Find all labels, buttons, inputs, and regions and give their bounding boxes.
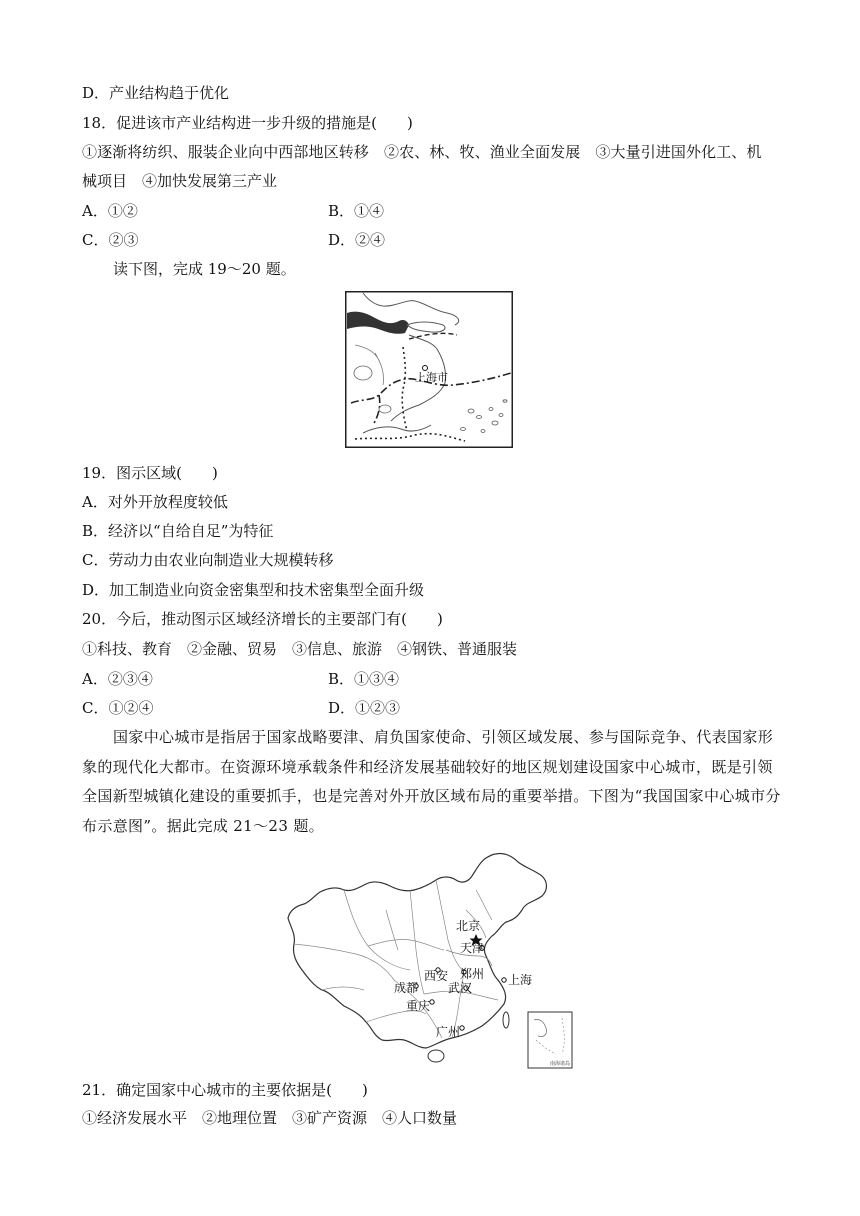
city-label-xian: 西安 <box>424 969 449 983</box>
city-label-guangzhou: 广州 <box>436 1025 461 1039</box>
city-label-beijing: 北京 <box>456 919 481 933</box>
question-21-items: ①经济发展水平 ②地理位置 ③矿产资源 ④人口数量 <box>82 1109 458 1127</box>
question-20-items: ①科技、教育 ②金融、贸易 ③信息、旅游 ④钢铁、普通服装 <box>82 640 518 658</box>
question-20-option-d: D．①②③ <box>328 699 401 717</box>
question-18-items-line1: ①逐渐将纺织、服装企业向中西部地区转移 ②农、林、牧、渔业全面发展 ③大量引进国外化工、机 <box>82 143 762 161</box>
intro-19-20: 读下图，完成 19～20 题。 <box>113 260 296 278</box>
question-20-option-b: B．①③④ <box>328 670 400 688</box>
question-18-option-c: C．②③ <box>82 231 139 249</box>
question-20-option-c: C．①②④ <box>82 699 154 717</box>
question-19-option-b: B．经济以“自给自足”为特征 <box>82 522 274 540</box>
question-19-stem: 19．图示区域( ) <box>82 464 218 482</box>
question-18-option-b: B．①④ <box>328 202 385 220</box>
city-label-chongqing: 重庆 <box>406 999 431 1013</box>
question-19-option-a: A．对外开放程度较低 <box>82 493 228 511</box>
china-central-cities-map <box>286 850 576 1070</box>
city-label-chengdu: 成都 <box>394 981 419 995</box>
city-label-zhengzhou: 郑州 <box>460 967 485 981</box>
question-18-option-a: A．①② <box>82 202 138 220</box>
question-21-stem: 21．确定国家中心城市的主要依据是( ) <box>82 1081 368 1099</box>
question-18-items-line2: 械项目 ④加快发展第三产业 <box>82 172 278 190</box>
passage-21-23: 国家中心城市是指居于国家战略要津、肩负国家使命、引领区域发展、参与国际竞争、代表国家形象的现代化大都市。在资源环境承载条件和经济发展基础较好的地区规划建设国家中心城市，既是引领全国新型城镇化建设的重要抓手，也是完善对外开放区域布局的重要举措。下图为“我国国家中心城市分布示意图”。据此完成 21～23 题。 <box>82 728 781 835</box>
question-18-option-d: D．②④ <box>328 231 386 249</box>
question-20-stem: 20．今后，推动图示区域经济增长的主要部门有( ) <box>82 610 443 628</box>
map1-city-label: 上海市 <box>415 371 448 384</box>
shanghai-region-map <box>345 291 513 448</box>
question-20-option-a: A．②③④ <box>82 670 153 688</box>
question-19-option-d: D．加工制造业向资金密集型和技术密集型全面升级 <box>82 581 425 599</box>
city-label-shanghai: 上海 <box>508 973 533 987</box>
question-18-stem: 18．促进该市产业结构进一步升级的措施是( ) <box>82 114 413 132</box>
city-label-wuhan: 武汉 <box>448 981 473 995</box>
city-label-tianjin: 天津 <box>460 941 485 955</box>
inset-label: 南海诸岛 <box>550 1061 571 1067</box>
option-d-q17: D．产业结构趋于优化 <box>82 84 230 102</box>
question-19-option-c: C．劳动力由农业向制造业大规模转移 <box>82 551 334 569</box>
